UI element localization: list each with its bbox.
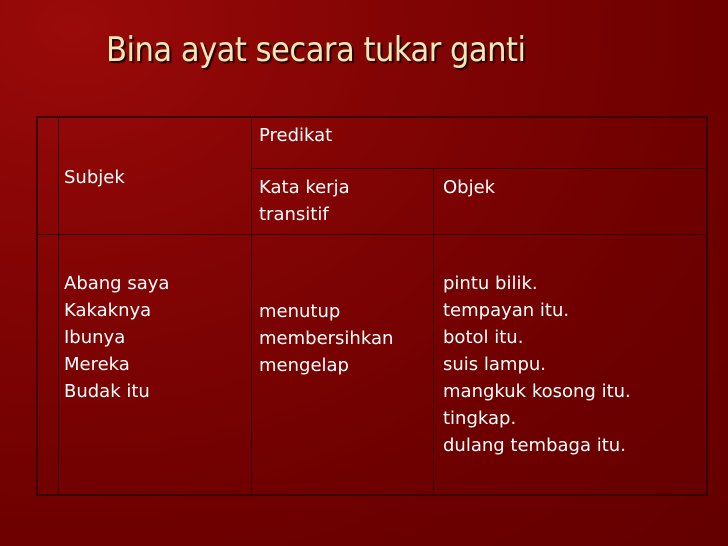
subjek-item: Kakaknya xyxy=(64,300,152,321)
kata-kerja-item: membersihkan xyxy=(259,328,394,349)
objek-item: tempayan itu. xyxy=(443,300,570,321)
row-divider-header xyxy=(36,234,708,235)
subjek-item: Ibunya xyxy=(64,327,126,348)
header-predikat: Predikat xyxy=(259,125,333,146)
objek-item: botol itu. xyxy=(443,327,524,348)
table-border-top xyxy=(36,116,708,118)
column-divider-objek xyxy=(433,168,434,496)
header-kata-kerja-line2: transitif xyxy=(259,204,329,225)
objek-item: dulang tembaga itu. xyxy=(443,435,626,456)
column-divider-subjek xyxy=(251,116,252,496)
header-objek: Objek xyxy=(443,177,496,198)
table-border-left xyxy=(36,116,38,496)
subjek-item: Mereka xyxy=(64,354,130,375)
kata-kerja-item: mengelap xyxy=(259,355,349,376)
objek-item: mangkuk kosong itu. xyxy=(443,381,631,402)
table-border-bottom xyxy=(36,494,708,496)
objek-item: tingkap. xyxy=(443,408,517,429)
kata-kerja-item: menutup xyxy=(259,301,341,322)
subjek-item: Budak itu xyxy=(64,381,150,402)
subjek-item: Abang saya xyxy=(64,273,170,294)
sentence-table xyxy=(36,116,708,496)
header-kata-kerja xyxy=(259,174,350,228)
objek-item: suis lampu. xyxy=(443,354,547,375)
objek-list xyxy=(443,270,631,459)
row-divider-predikat xyxy=(251,168,708,169)
header-subjek: Subjek xyxy=(64,167,125,188)
table-border-right xyxy=(706,116,708,496)
table-gutter-line xyxy=(58,116,59,496)
header-kata-kerja-line1: Kata kerja xyxy=(259,177,350,198)
subjek-list xyxy=(64,270,169,405)
kata-kerja-list xyxy=(259,298,393,379)
objek-item: pintu bilik. xyxy=(443,273,538,294)
slide-title: Bina ayat secara tukar ganti xyxy=(106,30,526,70)
